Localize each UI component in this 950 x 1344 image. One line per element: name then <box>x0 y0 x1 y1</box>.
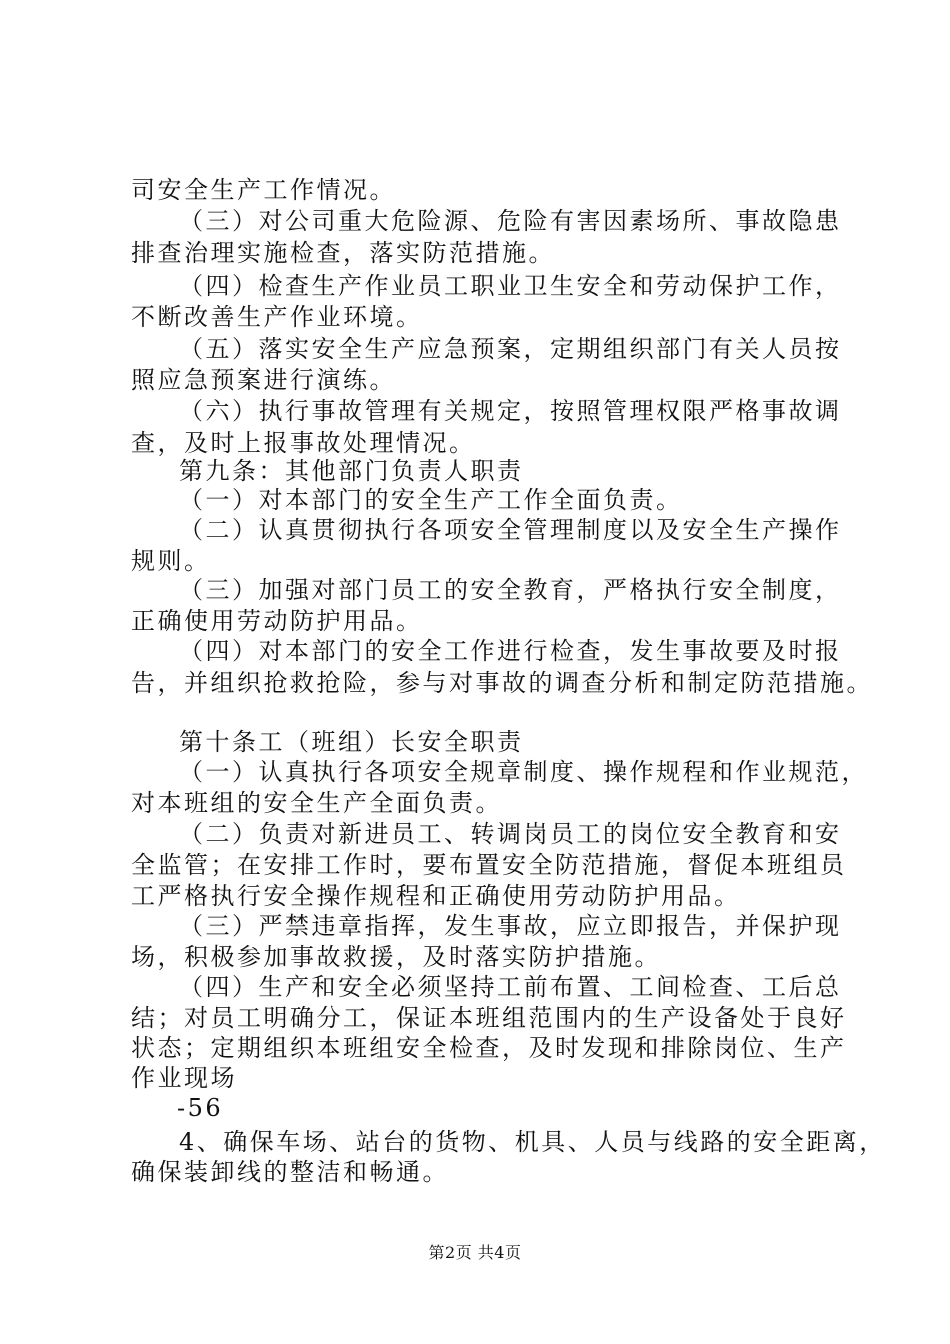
footer-mid: 页 共 <box>455 1243 495 1262</box>
body-line: （二）负责对新进员工、转调岗员工的岗位安全教育和安 <box>179 820 842 848</box>
section-heading: 第十条工（班组）长安全职责 <box>179 728 524 756</box>
body-line: （四）生产和安全必须坚持工前布置、工间检查、工后总 <box>179 973 842 1001</box>
body-line: 告，并组织抢救抢险，参与对事故的调查分析和制定防范措施。 <box>131 669 873 697</box>
body-line: （六）执行事故管理有关规定，按照管理权限严格事故调 <box>179 397 842 425</box>
body-line: 4、确保车场、站台的货物、机具、人员与线路的安全距离， <box>179 1128 886 1156</box>
body-line: （五）落实安全生产应急预案，定期组织部门有关人员按 <box>179 335 842 363</box>
body-line: （三）严禁违章指挥，发生事故，应立即报告，并保护现 <box>179 912 842 940</box>
body-line: 结；对员工明确分工，保证本班组范围内的生产设备处于良好 <box>131 1004 847 1032</box>
body-line: 状态；定期组织本班组安全检查，及时发现和排除岗位、生产 <box>131 1034 847 1062</box>
body-line: 对本班组的安全生产全面负责。 <box>131 789 502 817</box>
footer-prefix: 第 <box>428 1243 446 1262</box>
body-line: 确保装卸线的整洁和畅通。 <box>131 1158 449 1186</box>
body-line: 工严格执行安全操作规程和正确使用劳动防护用品。 <box>131 882 741 910</box>
body-line: （四）对本部门的安全工作进行检查，发生事故要及时报 <box>179 637 842 665</box>
body-line: 规则。 <box>131 547 211 575</box>
body-line: 全监管；在安排工作时，要布置安全防范措施，督促本班组员 <box>131 851 847 879</box>
page-number-marker: -56 <box>177 1094 224 1122</box>
body-line: 正确使用劳动防护用品。 <box>131 607 423 635</box>
body-line: （三）加强对部门员工的安全教育，严格执行安全制度， <box>179 576 842 604</box>
body-line: 查，及时上报事故处理情况。 <box>131 429 476 457</box>
body-line: 不断改善生产作业环境。 <box>131 303 423 331</box>
body-line: 照应急预案进行演练。 <box>131 366 396 394</box>
footer-suffix: 页 <box>504 1243 522 1262</box>
footer-page-number: 2 <box>445 1243 456 1262</box>
body-line: 作业现场 <box>131 1064 237 1092</box>
body-line: （三）对公司重大危险源、危险有害因素场所、事故隐患 <box>179 207 842 235</box>
body-line: （一）对本部门的安全生产工作全面负责。 <box>179 486 683 514</box>
body-line: （四）检查生产作业员工职业卫生安全和劳动保护工作， <box>179 272 842 300</box>
body-line: （二）认真贯彻执行各项安全管理制度以及安全生产操作 <box>179 516 842 544</box>
body-line: 排查治理实施检查，落实防范措施。 <box>131 239 555 267</box>
footer-total-pages: 4 <box>494 1243 505 1262</box>
body-line: （一）认真执行各项安全规章制度、操作规程和作业规范， <box>179 758 868 786</box>
body-line: 司安全生产工作情况。 <box>131 176 396 204</box>
page-footer <box>0 1242 950 1264</box>
section-heading: 第九条：其他部门负责人职责 <box>179 457 524 485</box>
body-line: 场，积极参加事故救援，及时落实防护措施。 <box>131 943 661 971</box>
